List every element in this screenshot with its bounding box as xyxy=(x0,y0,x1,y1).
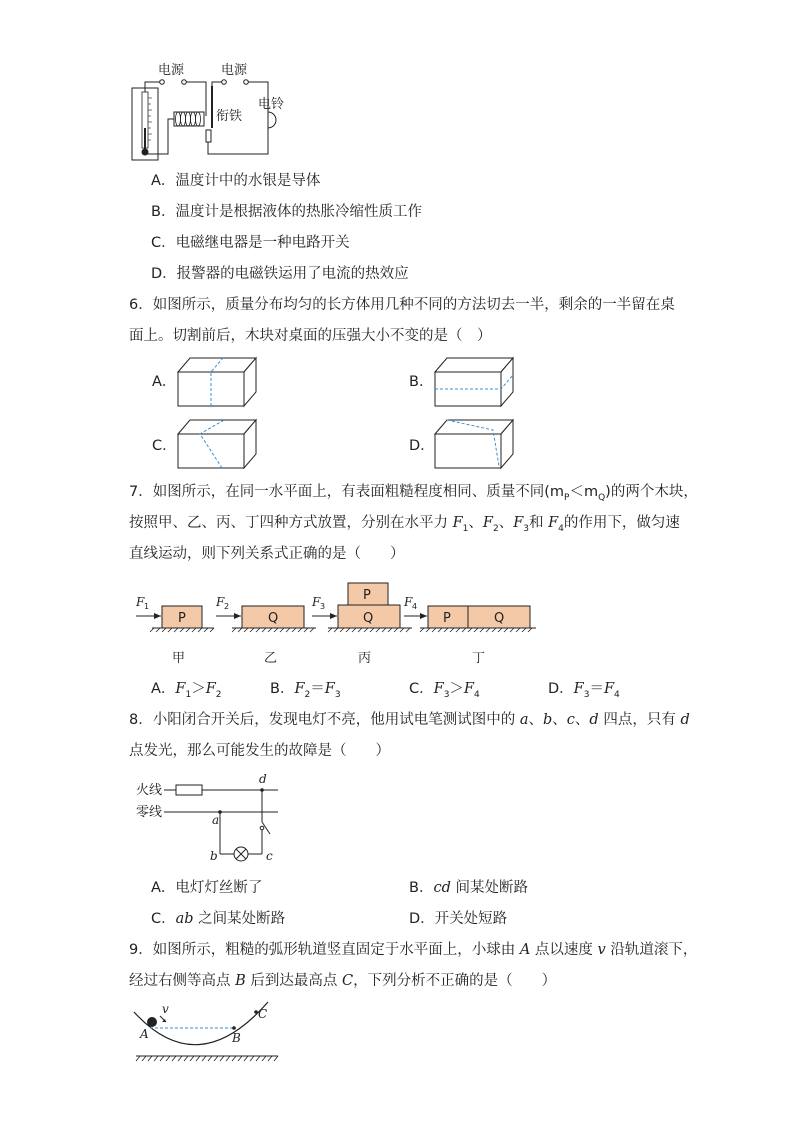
q8-option-b[interactable]: B．cd 间某处断路 xyxy=(409,880,528,896)
q7-option-c[interactable]: C．$F_3>F_4$ xyxy=(409,681,480,700)
q5-option-b[interactable]: B．温度计是根据液体的热胀冷缩性质工作 xyxy=(151,204,422,220)
q7-blocks-figure xyxy=(132,578,542,670)
q7-stem-line1: 7．如图所示，在同一水平面上，有表面粗糙程度相同、质量不同$(m_P<m_Q)$的两个木块， xyxy=(129,484,698,503)
q6-option-a-label[interactable]: A． xyxy=(152,374,177,390)
point-a-label: a xyxy=(212,813,220,827)
armature-label: 衔铁 xyxy=(216,109,243,124)
q7-stem-line2: 按照甲、乙、丙、丁四种方式放置，分别在水平力 $F_1$、$F_2$、$F_3$和 $F_4$的作用下，做匀速 xyxy=(129,515,680,534)
q6-option-d-label[interactable]: D． xyxy=(409,438,435,454)
power-label-1: 电源 xyxy=(158,63,185,78)
point-c-label: c xyxy=(266,849,273,863)
svg-text:4: 4 xyxy=(412,602,418,611)
velocity-v-label: v xyxy=(162,1002,169,1016)
q6-option-b-label[interactable]: B． xyxy=(409,374,434,390)
force-f1: F xyxy=(136,595,145,609)
block-q-yi: Q xyxy=(268,611,279,626)
q8-option-d[interactable]: D．开关处短路 xyxy=(409,911,508,927)
q9-stem-line2: 经过右侧等高点 B 后到达最高点 C，下列分析不正确的是（ ） xyxy=(129,973,557,989)
q6-box-c[interactable] xyxy=(176,418,258,470)
bell-label: 电铃 xyxy=(258,97,285,112)
caption-bing: 丙 xyxy=(358,651,372,666)
point-a-label: A xyxy=(140,1027,149,1041)
q7-stem-line3: 直线运动，则下列关系式正确的是（ ） xyxy=(129,546,405,562)
q6-box-b[interactable] xyxy=(433,356,515,408)
q6-box-d[interactable] xyxy=(433,418,515,470)
q5-option-a[interactable]: A．温度计中的水银是导体 xyxy=(151,173,321,189)
point-c-label: C xyxy=(258,1007,268,1021)
q7-option-a[interactable]: A．$F_1>F_2$ xyxy=(151,681,222,700)
force-f4: F xyxy=(404,595,413,609)
block-p-bing: P xyxy=(363,588,371,603)
block-p-jia: P xyxy=(178,611,186,626)
caption-yi: 乙 xyxy=(264,651,278,666)
q6-box-a[interactable] xyxy=(176,356,258,408)
power-label-2: 电源 xyxy=(221,63,248,78)
q6-stem-line2: 面上。切割前后，木块对桌面的压强大小不变的是（ ） xyxy=(129,328,492,344)
q9-track-figure xyxy=(128,1000,288,1064)
q8-option-c[interactable]: C．ab 之间某处断路 xyxy=(151,911,286,927)
svg-text:2: 2 xyxy=(224,602,230,611)
q6-stem-line1: 6．如图所示，质量分布均匀的长方体用几种不同的方法切去一半，剩余的一半留在桌 xyxy=(129,297,675,313)
force-f3: F xyxy=(312,595,321,609)
block-p-ding: P xyxy=(443,611,451,626)
svg-text:3: 3 xyxy=(320,602,326,611)
point-d-label: d xyxy=(259,772,267,786)
svg-text:1: 1 xyxy=(144,602,150,611)
neutral-wire-label: 零线 xyxy=(136,805,163,820)
q7-option-d[interactable]: D．$F_3=F_4$ xyxy=(548,681,620,700)
q5-option-d[interactable]: D．报警器的电磁铁运用了电流的热效应 xyxy=(151,266,409,282)
q8-stem-line1: 8．小阳闭合开关后，发现电灯不亮，他用试电笔测试图中的 a、b、c、d 四点，只有 d xyxy=(129,712,690,728)
caption-jia: 甲 xyxy=(172,651,186,666)
relay-alarm-figure xyxy=(128,58,298,164)
q6-option-c-label[interactable]: C． xyxy=(152,438,177,454)
q9-stem-line1: 9．如图所示，粗糙的弧形轨道竖直固定于水平面上，小球由 A 点以速度 v 沿轨道滚下， xyxy=(129,942,698,958)
q5-option-c[interactable]: C．电磁继电器是一种电路开关 xyxy=(151,235,350,251)
q8-stem-line2: 点发光，那么可能发生的故障是（ ） xyxy=(129,743,390,759)
live-wire-label: 火线 xyxy=(136,783,163,798)
caption-ding: 丁 xyxy=(472,651,486,666)
block-q-ding: Q xyxy=(494,611,505,626)
point-b-label: B xyxy=(232,1031,241,1045)
block-q-bing: Q xyxy=(363,611,374,626)
q7-option-b[interactable]: B．$F_2=F_3$ xyxy=(270,681,341,700)
q8-circuit-figure xyxy=(132,772,282,864)
force-f2: F xyxy=(216,595,225,609)
point-b-label: b xyxy=(210,849,218,863)
q8-option-a[interactable]: A．电灯灯丝断了 xyxy=(151,880,263,896)
